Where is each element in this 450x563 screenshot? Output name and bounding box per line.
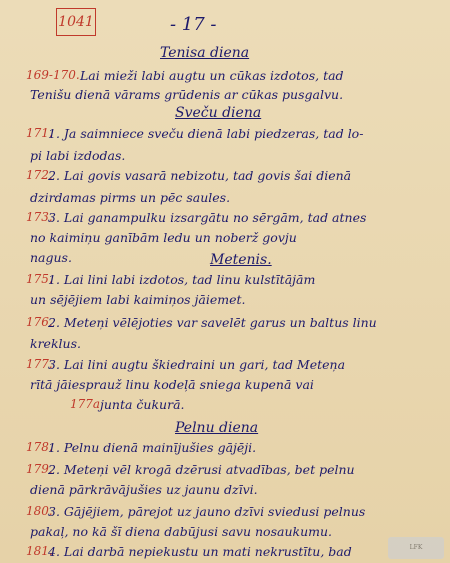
entry-number: 177. xyxy=(26,357,53,371)
text-line: 1. Ja saimniece sveču dienā labi piedzeras, tad lo- xyxy=(48,126,364,141)
archive-stamp: LFK xyxy=(388,537,444,559)
text-line: Lai mieži labi augtu un cūkas izdotos, tad xyxy=(80,68,344,83)
text-line: 1. Lai lini labi izdotos, tad linu kulstītājām xyxy=(48,272,316,287)
entry-number: 177a xyxy=(70,397,101,411)
text-line: 2. Meteņi vēlējoties var savelēt garus un baltus linu xyxy=(48,315,377,330)
text-line: 2. Meteņi vēl krogā dzērusi atvadības, bet pelnu xyxy=(48,462,355,477)
text-line: pi labi izdodas. xyxy=(30,148,126,163)
entry-number: 181. xyxy=(26,544,53,558)
text-line: junta čukurā. xyxy=(100,397,185,412)
text-line: un sējējiem labi kaimiņos jāiemet. xyxy=(30,292,246,307)
text-line: 4. Lai darbā nepiekustu un mati nekrustītu, bad xyxy=(48,544,352,559)
entry-number: 179. xyxy=(26,462,53,476)
text-line: dienā pārkrāvājušies uz jaunu dzīvi. xyxy=(30,482,258,497)
text-line: pakaļ, no kā šī diena dabūjusi savu nosaukumu. xyxy=(30,524,333,539)
entry-number: 180. xyxy=(26,504,53,518)
entry-number: 175. xyxy=(26,272,53,286)
page-number: - 17 - xyxy=(170,14,217,35)
section-title-svecu: Sveču diena xyxy=(175,105,262,121)
text-line: 3. Gājējiem, pārejot uz jauno dzīvi sviedusi pelnus xyxy=(48,504,366,519)
text-line: 3. Lai ganampulku izsargātu no sērgām, tad atnes xyxy=(48,210,367,225)
text-line: 3. Lai lini augtu škiedraini un gari, tad Meteņa xyxy=(48,357,346,372)
entry-number: 171. xyxy=(26,126,53,140)
section-title-tenisa: Tenisa diena xyxy=(160,45,250,61)
text-line: kreklus. xyxy=(30,336,81,351)
entry-number: 172. xyxy=(26,168,53,182)
entry-number: 169-170. xyxy=(26,68,80,82)
section-title-pelnu: Pelnu diena xyxy=(175,420,259,436)
section-title-metenis: Metenis. xyxy=(210,252,272,268)
entry-number: 178. xyxy=(26,440,53,454)
text-line: 2. Lai govis vasarā nebizotu, tad govis šai dienā xyxy=(48,168,352,183)
text-line: 1. Pelnu dienā mainījušies gājēji. xyxy=(48,440,257,455)
archive-id-box: 1041 xyxy=(56,8,96,36)
text-line: dzirdamas pirms un pēc saules. xyxy=(30,190,231,205)
text-line: rītā jāiesprauž linu kodeļā sniega kupenā vai xyxy=(30,377,314,392)
text-line: nagus. xyxy=(30,250,72,265)
text-line: Tenišu dienā vārams grūdenis ar cūkas pusgalvu. xyxy=(30,87,344,102)
text-line: no kaimiņu ganībām ledu un noberž govju xyxy=(30,230,297,245)
entry-number: 173. xyxy=(26,210,53,224)
entry-number: 176. xyxy=(26,315,53,329)
